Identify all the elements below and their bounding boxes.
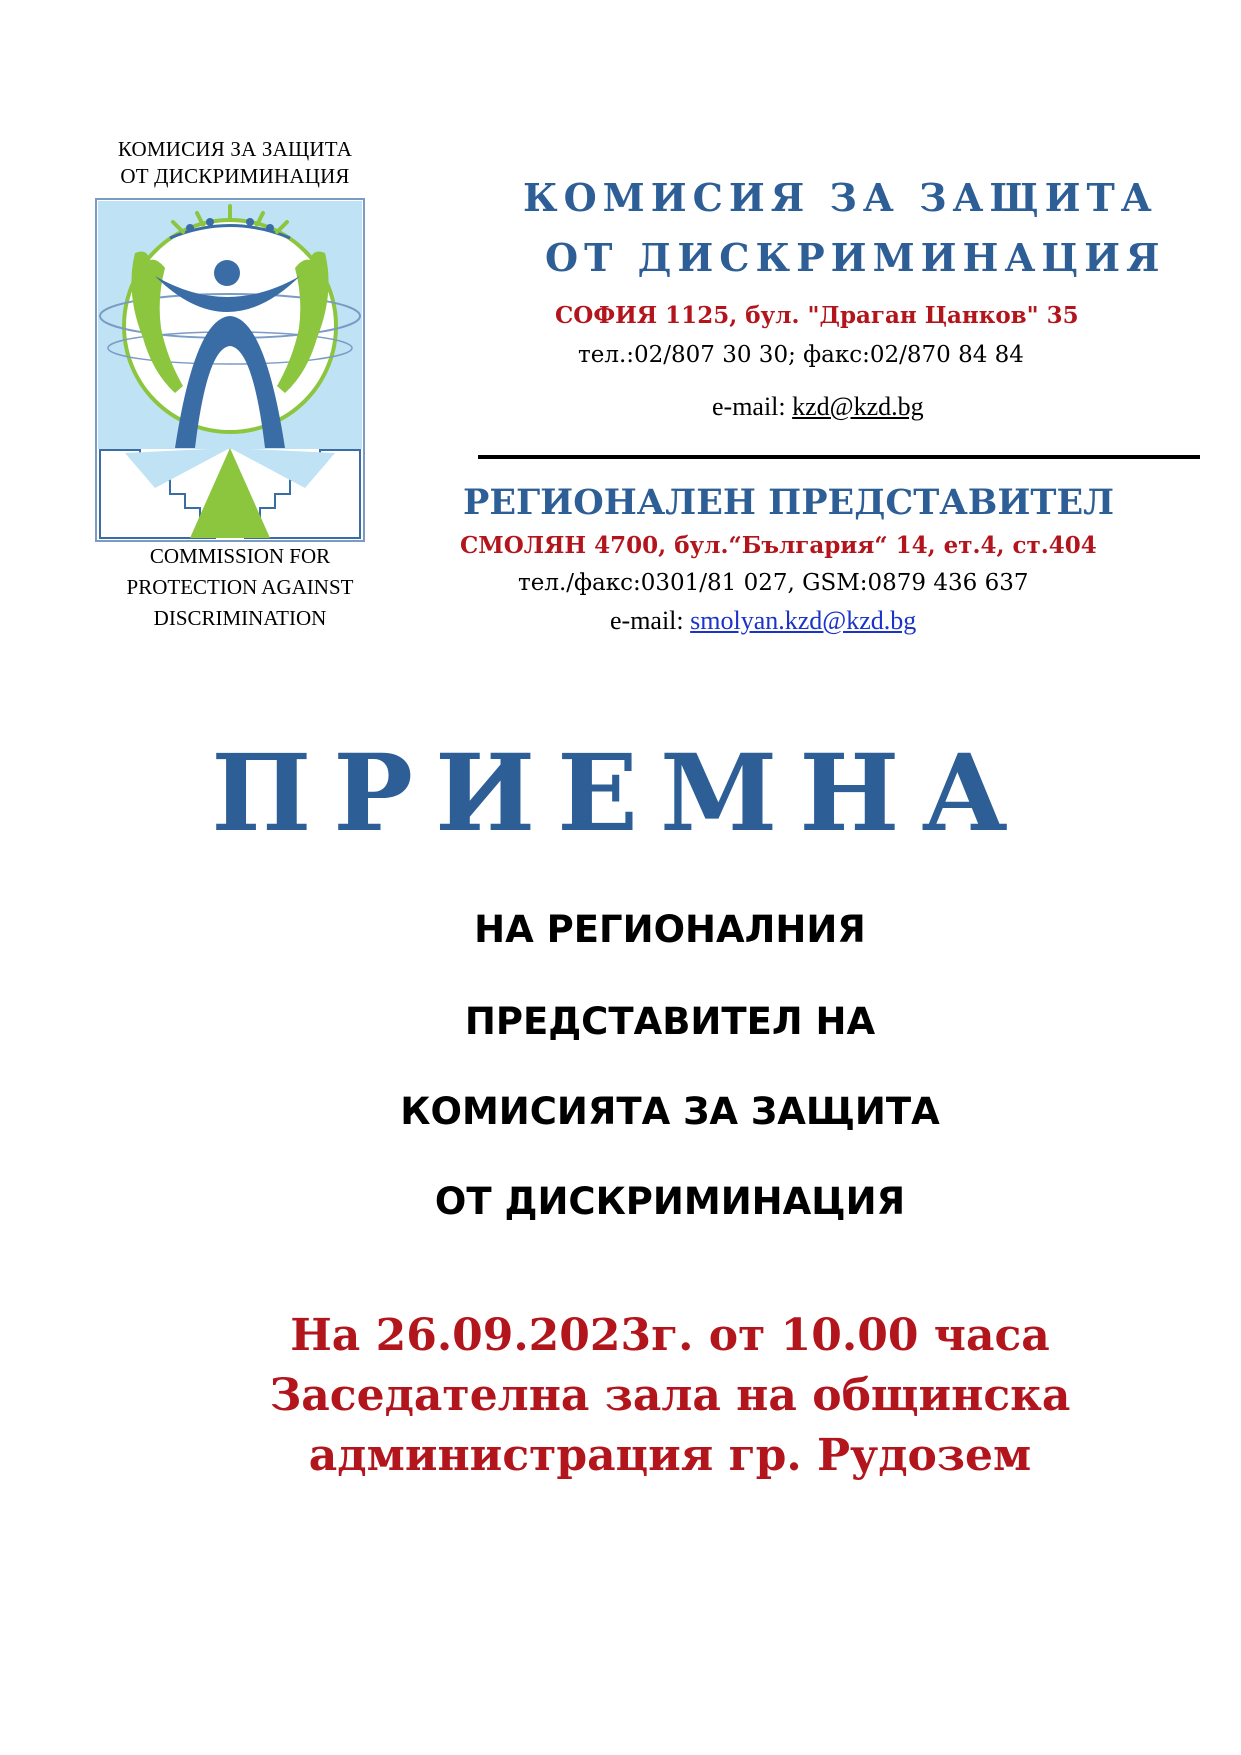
logo-bottom-text <box>85 541 395 634</box>
org-title-line-2: ОТ ДИСКРИМИНАЦИЯ <box>545 235 1166 280</box>
smolyan-email-line <box>610 606 916 636</box>
logo-top-line-1: КОМИСИЯ ЗА ЗАЩИТА <box>117 137 353 161</box>
sofia-address: СОФИЯ 1125, бул. "Драган Цанков" 35 <box>555 302 1079 329</box>
event-date-line: На 26.09.2023г. от 10.00 часа <box>290 1310 1050 1361</box>
logo-top-line-2: ОТ ДИСКРИМИНАЦИЯ <box>120 164 350 188</box>
subtitle-line-3: КОМИСИЯТА ЗА ЗАЩИТА <box>400 1090 940 1133</box>
sofia-phone-fax: тел.:02/807 30 30; факс:02/870 84 84 <box>578 342 1024 368</box>
sofia-email-label: e-mail: <box>712 392 793 421</box>
sofia-email-line <box>712 392 924 422</box>
org-title-line-1: КОМИСИЯ ЗА ЗАЩИТА <box>523 175 1158 220</box>
smolyan-address: СМОЛЯН 4700, бул.“България“ 14, ет.4, ст.404 <box>460 532 1097 559</box>
logo-top-text <box>70 136 400 190</box>
event-place-line-2: администрация гр. Рудозем <box>308 1430 1032 1481</box>
sofia-email-link[interactable]: kzd@kzd.bg <box>792 392 924 421</box>
logo-bottom-line-3: DISCRIMINATION <box>153 606 327 630</box>
commission-logo <box>95 198 365 542</box>
smolyan-email-label: e-mail: <box>610 606 691 635</box>
main-title: ПРИЕМНА <box>211 730 1030 855</box>
smolyan-email-link[interactable]: smolyan.kzd@kzd.bg <box>690 606 917 635</box>
subtitle-line-1: НА РЕГИОНАЛНИЯ <box>474 908 866 951</box>
smolyan-phone: тел./факс:0301/81 027, GSM:0879 436 637 <box>518 570 1029 596</box>
event-place-line-1: Заседателна зала на общинска <box>269 1370 1071 1421</box>
logo-bottom-line-2: PROTECTION AGAINST <box>126 575 354 599</box>
regional-title: РЕГИОНАЛЕН ПРЕДСТАВИТЕЛ <box>463 482 1115 523</box>
subtitle-line-2: ПРЕДСТАВИТЕЛ НА <box>464 1000 876 1043</box>
subtitle-line-4: ОТ ДИСКРИМИНАЦИЯ <box>434 1180 906 1223</box>
header-divider <box>478 455 1200 459</box>
logo-bottom-line-1: COMMISSION FOR <box>149 544 331 568</box>
